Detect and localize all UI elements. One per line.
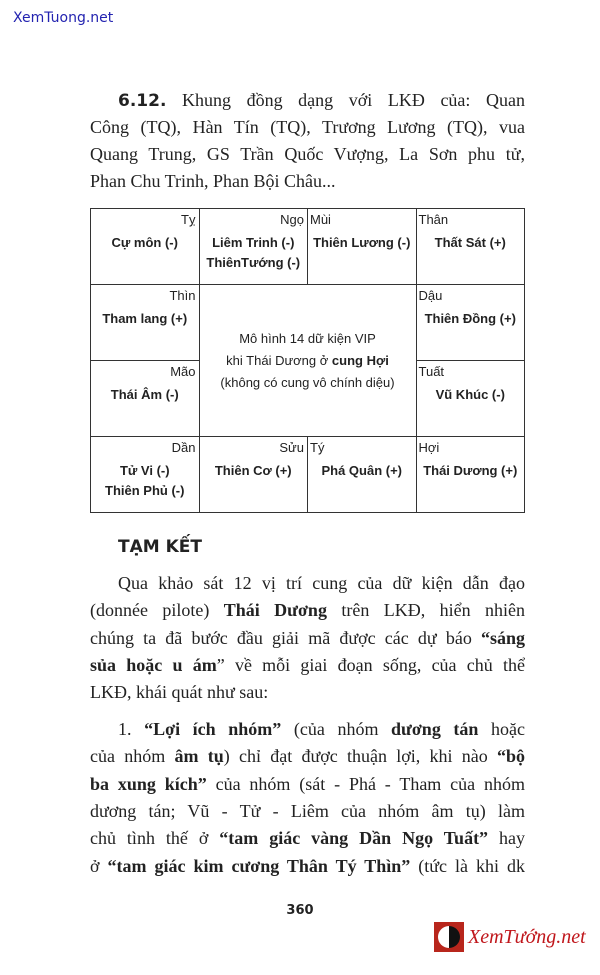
star-list	[419, 309, 523, 329]
star-name: Thái Dương (+)	[423, 463, 518, 478]
chart-center-caption	[199, 285, 416, 437]
palace-name: Sửu	[279, 440, 304, 455]
text: Qua khảo sát 12 vị trí cung của dữ kiện dẫn đạo	[118, 573, 525, 593]
text: (donnée pilote)	[90, 600, 224, 621]
palace-name: Ngọ	[280, 212, 304, 227]
palace-cell	[91, 209, 200, 285]
text-line	[90, 679, 525, 706]
star-list	[93, 309, 197, 329]
star-list	[93, 233, 197, 253]
center-line: Mô hình 14 dữ kiện VIP	[239, 330, 376, 346]
horoscope-chart-table	[90, 208, 525, 513]
palace-name: Hợi	[418, 440, 440, 455]
text-line	[90, 798, 525, 825]
text-line	[90, 771, 525, 798]
star-list	[202, 461, 306, 481]
text: (tức là khi dk	[410, 855, 525, 876]
star-list	[310, 233, 414, 253]
text-line	[90, 625, 525, 652]
star-name: Tử Vi (-)	[119, 463, 170, 478]
center-line	[204, 350, 412, 372]
palace-cell	[308, 209, 417, 285]
text: Quang Trung, GS Trần Quốc Vượng, La Sơn phu tử,	[90, 144, 525, 164]
bold-text: 6.12.	[118, 91, 167, 111]
palace-name: Tý	[310, 440, 325, 455]
star-name: Thái Âm (-)	[110, 387, 179, 402]
palace-name: Dần	[171, 440, 196, 455]
palace-name: Dậu	[418, 288, 443, 303]
star-name: Tham lang (+)	[102, 311, 188, 326]
text-line	[90, 141, 525, 168]
text: Khung đồng dạng với LKĐ của: Quan	[166, 90, 525, 110]
bold-text: Thái Dương	[223, 600, 327, 621]
palace-cell	[416, 209, 525, 285]
star-list	[310, 461, 414, 481]
watermark-logo	[434, 922, 586, 952]
text: hay	[488, 828, 525, 849]
star-name: Thiên Phủ (-)	[105, 483, 185, 498]
bold-text: ba xung kích”	[90, 773, 207, 794]
star-name: Phá Quân (+)	[321, 463, 403, 478]
text-line	[90, 597, 525, 624]
bold-text: âm tụ	[174, 746, 224, 767]
star-list	[93, 461, 197, 501]
star-name: Thất Sát (+)	[434, 235, 506, 250]
star-name: ThiênTướng (-)	[206, 255, 301, 270]
star-name: Vũ Khúc (-)	[435, 387, 505, 402]
palace-cell	[91, 285, 200, 361]
text-line	[90, 652, 525, 679]
text: trên LKĐ, hiển nhiên	[326, 600, 525, 621]
palace-cell	[199, 209, 308, 285]
bold-text: “tam giác kim cương Thân Tý Thìn”	[107, 855, 411, 876]
text: dương tán; Vũ - Tử - Liêm của nhóm âm tụ) làm	[90, 800, 525, 821]
star-name: Liêm Trinh (-)	[212, 235, 295, 250]
star-name: Thiên Cơ (+)	[214, 463, 292, 478]
text: của nhóm	[90, 746, 175, 767]
center-bold: cung Hợi	[331, 352, 389, 368]
yin-yang-icon	[434, 922, 464, 952]
text: của nhóm (sát - Phá - Tham của nhóm	[206, 773, 525, 794]
bold-text: “sáng	[480, 627, 525, 648]
star-list	[93, 385, 197, 405]
star-name: Thiên Đồng (+)	[424, 311, 516, 326]
conclusion-heading: TẠM KẾT	[118, 537, 202, 557]
bold-text: dương tán	[391, 719, 479, 739]
site-label[interactable]: XemTuong.net	[13, 10, 114, 26]
star-list	[419, 233, 523, 253]
palace-cell	[416, 285, 525, 361]
palace-cell	[416, 437, 525, 513]
page-number: 360	[286, 903, 314, 918]
text-line	[90, 825, 525, 852]
bold-text: “Lợi ích nhóm”	[144, 719, 282, 739]
text: LKĐ, khái quát như sau:	[90, 682, 269, 703]
center-text: khi Thái Dương ở	[226, 352, 332, 368]
text: ở	[90, 855, 108, 876]
palace-name: Thân	[418, 212, 449, 227]
text-line	[90, 743, 525, 770]
palace-cell	[91, 437, 200, 513]
star-list	[419, 461, 523, 481]
palace-cell	[91, 361, 200, 437]
text-line	[90, 168, 525, 195]
palace-name: Tỵ	[181, 212, 196, 227]
bold-text: “tam giác vàng Dần Ngọ Tuất”	[219, 828, 489, 849]
text: (của nhóm	[281, 719, 392, 739]
text: chúng ta đã bước đầu giải mã được các dự báo	[90, 627, 481, 648]
palace-name: Tuất	[418, 364, 445, 379]
star-name: Thiên Lương (-)	[313, 235, 411, 250]
palace-name: Thìn	[169, 288, 196, 303]
text-line	[118, 87, 525, 114]
text: ) chỉ đạt được thuận lợi, khi nào	[223, 746, 497, 767]
watermark-text: XemTướng.net	[468, 925, 586, 948]
text-line	[90, 114, 525, 141]
text: Công (TQ), Hàn Tín (TQ), Trương Lương (TQ), vua	[90, 117, 525, 137]
text: 1.	[118, 719, 145, 739]
text-line	[118, 570, 525, 597]
star-list	[419, 385, 523, 405]
text-line	[118, 716, 525, 743]
text: ” về mỗi giai đoạn sống, của chủ thể	[216, 654, 525, 675]
text-line	[90, 853, 525, 880]
palace-cell	[199, 437, 308, 513]
bold-text: sủa hoặc u ám	[90, 654, 217, 675]
text: Phan Chu Trinh, Phan Bội Châu...	[90, 171, 336, 191]
palace-cell	[416, 361, 525, 437]
palace-cell	[308, 437, 417, 513]
center-line: (không có cung vô chính diệu)	[220, 374, 395, 390]
star-name: Cự môn (-)	[111, 235, 178, 250]
palace-name: Mùi	[310, 212, 331, 227]
text: chủ tình thế ở	[90, 828, 220, 849]
bold-text: “bộ	[496, 746, 525, 767]
palace-name: Mão	[170, 364, 196, 379]
star-list	[202, 233, 306, 273]
text: hoặc	[478, 719, 525, 739]
